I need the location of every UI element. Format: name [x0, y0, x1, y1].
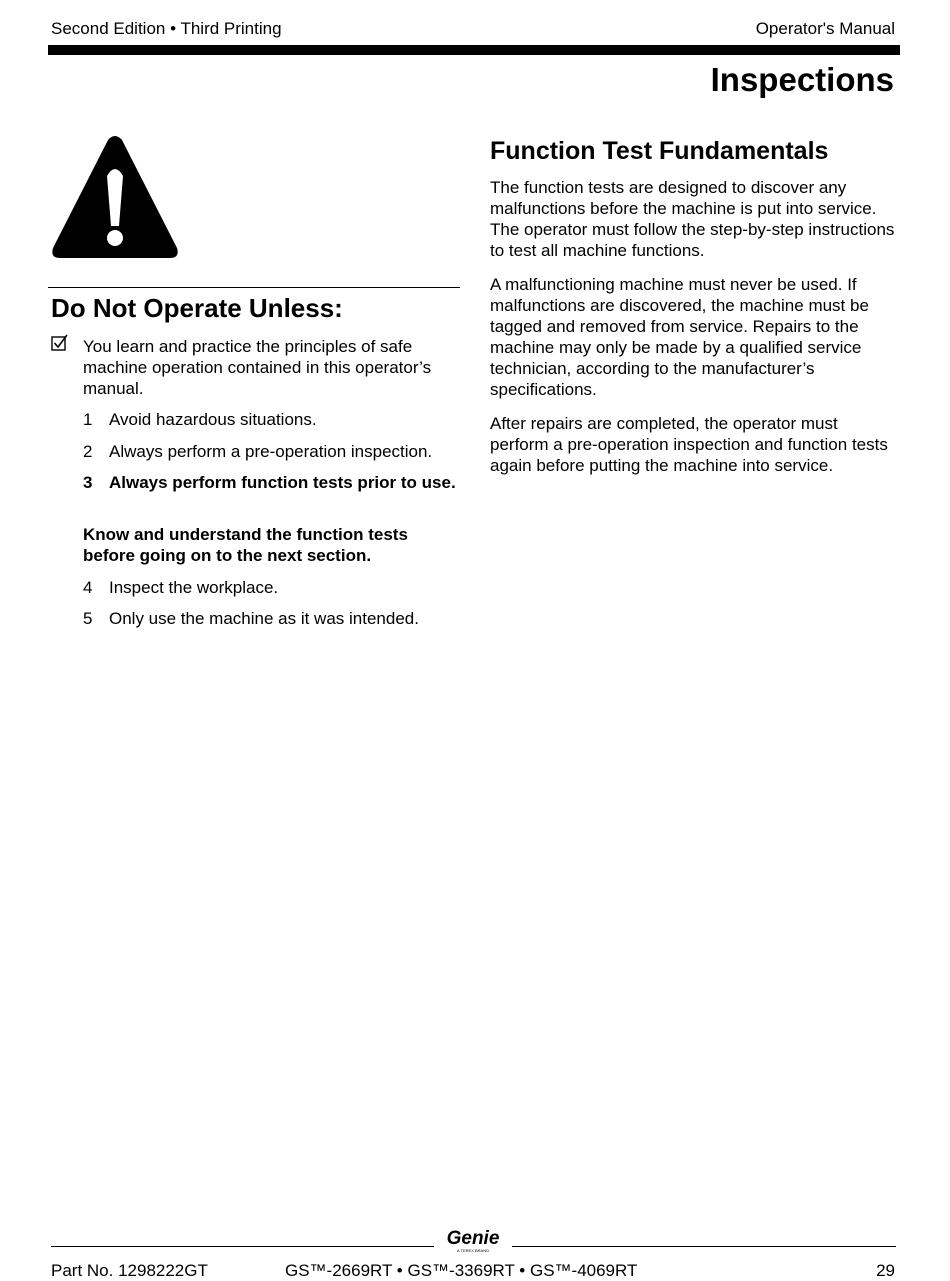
- list-item-number: 1: [83, 410, 93, 429]
- know-understand-note: Know and understand the function tests before going on to the next section.: [83, 525, 408, 565]
- list-item-number: 2: [83, 442, 93, 461]
- genie-logo-text: Genie: [446, 1228, 500, 1249]
- list-item-number: 4: [83, 578, 93, 597]
- paragraph: The function tests are designed to discover any malfunctions before the machine is put into service. The operator must follow the step-by-step instructions to test all machine functions.: [490, 178, 895, 260]
- footer-models: GS™-2669RT • GS™-3369RT • GS™-4069RT: [285, 1261, 638, 1280]
- genie-logo-subtext: A TEREX BRAND: [457, 1248, 489, 1253]
- footer-rule-left: [51, 1246, 434, 1247]
- section-title: Inspections: [710, 61, 894, 98]
- list-item-text: Always perform a pre-operation inspection.: [109, 442, 433, 461]
- warning-triangle-icon: [50, 134, 180, 260]
- header-rule: [48, 45, 900, 55]
- left-column-rule: [48, 287, 460, 288]
- list-item-text: Always perform function tests prior to use.: [109, 473, 456, 492]
- left-heading: Do Not Operate Unless:: [51, 293, 343, 323]
- list-item-number: 3: [83, 473, 93, 492]
- footer-rule-right: [512, 1246, 896, 1247]
- header-manual-title: Operator's Manual: [755, 19, 895, 38]
- footer-part-number: Part No. 1298222GT: [51, 1261, 208, 1280]
- list-item-text: Only use the machine as it was intended.: [109, 609, 419, 628]
- checked-box-icon: [51, 334, 69, 352]
- list-item-text: Inspect the workplace.: [109, 578, 279, 597]
- paragraph: After repairs are completed, the operator must perform a pre-operation inspection and function tests again before putting the machine into service.: [490, 414, 888, 475]
- paragraph: A malfunctioning machine must never be used. If malfunctions are discovered, the machine must be tagged and removed from service. Repairs to the machine may only be made by a qualified service technician, according to the manufacturer’s specifications.: [490, 275, 869, 399]
- header-edition: Second Edition • Third Printing: [51, 19, 282, 38]
- check-item-text: You learn and practice the principles of safe machine operation contained in this operator’s manual.: [83, 337, 432, 398]
- right-heading: Function Test Fundamentals: [490, 137, 829, 165]
- list-item-text: Avoid hazardous situations.: [109, 410, 317, 429]
- list-item-number: 5: [83, 609, 93, 628]
- genie-logo: [438, 1226, 508, 1254]
- page-number: 29: [876, 1261, 895, 1280]
